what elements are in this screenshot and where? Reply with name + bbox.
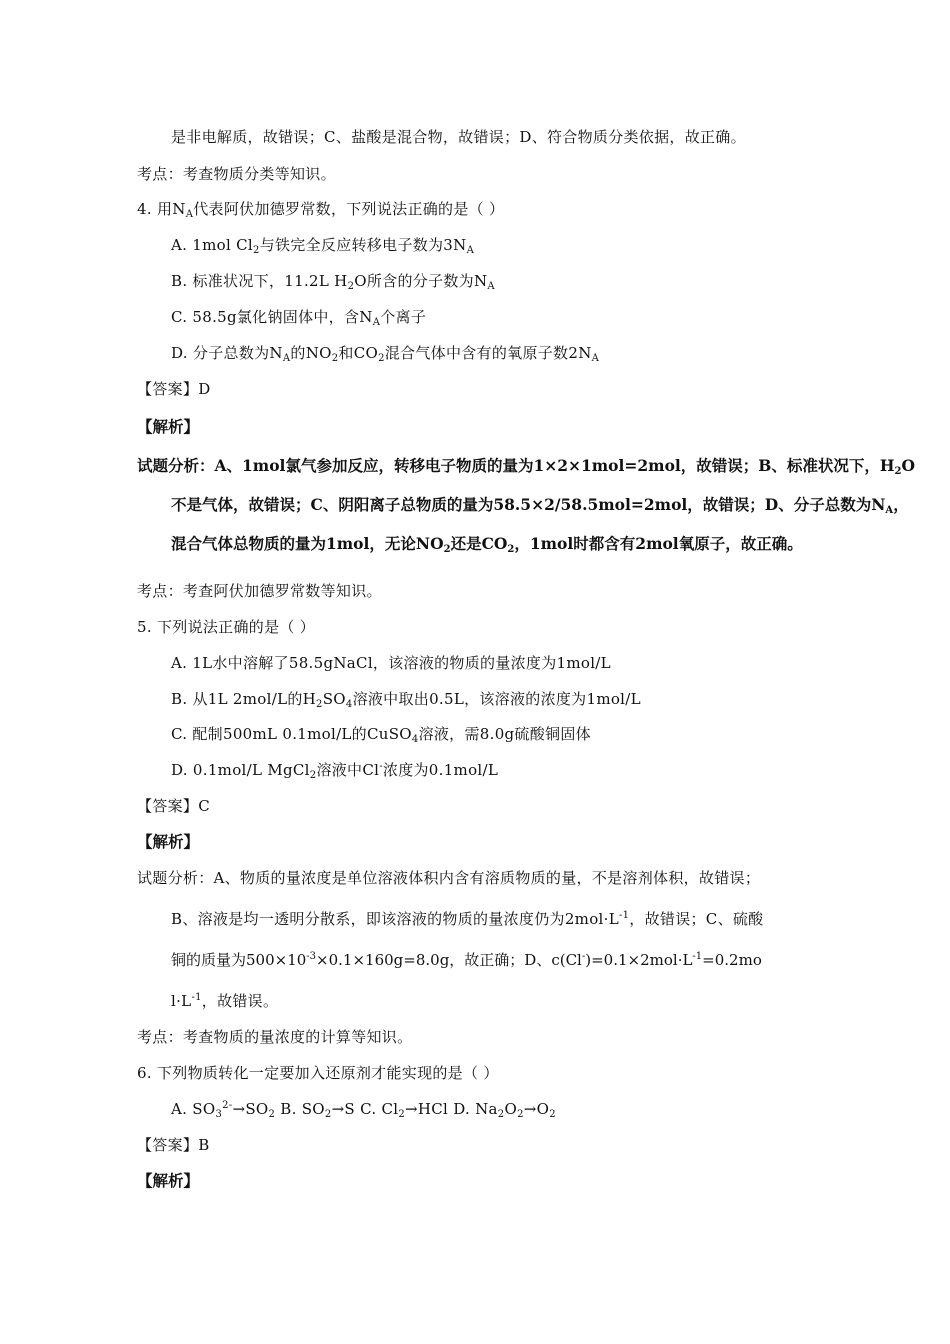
question-4-topic: 考点：考查阿伏加德罗常数等知识。: [137, 582, 382, 600]
question-4-analysis-line-3: 混合气体总物质的量为1mol，无论$NO_2$还是$CO_2$，1mol时都含有2mol氧原子，故正确。: [171, 534, 803, 555]
question-6-options: A. $SO_3^{2-}\to SO_2$ B. $SO_2\to S$ C. $Cl_2\to HCl$ D. $Na_2O_2\to O_2$: [171, 1100, 556, 1120]
question-5-analysis-line-3: 铜的质量为$500\times 10^{-3}\times 0.1\times 160g=8.0g$，故正确；D、$c(Cl^-)=0.1\times 2mol\cdot L^{-1}=0.2mo$: [171, 951, 762, 969]
question-5-answer: 【答案】C: [137, 797, 210, 815]
question-4-option-b: B. 标准状况下，11.2L $H_2O$所含的分子数为$N_A$: [171, 272, 495, 292]
text-line-1: 是非电解质，故错误；C、盐酸是混合物，故错误；D、符合物质分类依据，故正确。: [171, 128, 746, 146]
question-5-option-a: A. 1L水中溶解了58.5gNaCl，该溶液的物质的量浓度为1mol/L: [171, 654, 611, 672]
question-4-option-d: D. 分子总数为$N_A$的$NO_2$和$CO_2$混合气体中含有的氧原子数$2N_A$: [171, 344, 600, 364]
question-5-analysis-line-1: 试题分析：A、物质的量浓度是单位溶液体积内含有溶质物质的量，不是溶剂体积，故错误；: [137, 869, 761, 887]
question-5-option-c: C. 配制500mL 0.1mol/L的CuSO$_4$溶液，需8.0g硫酸铜固体: [171, 725, 591, 745]
question-6-stem: 6. 下列物质转化一定要加入还原剂才能实现的是（ ）: [137, 1064, 499, 1082]
question-6-answer: 【答案】B: [137, 1136, 210, 1154]
question-5-analysis-line-4: $l\cdot L^{-1}$，故错误。: [171, 992, 279, 1010]
question-5-analysis-heading: 【解析】: [137, 832, 200, 851]
question-5-stem: 5. 下列说法正确的是（ ）: [137, 618, 316, 636]
question-5-analysis-line-2: B、溶液是均一透明分散系，即该溶液的物质的量浓度仍为$2mol\cdot L^{-1}$，故错误；C、硫酸: [171, 910, 764, 928]
question-5-option-d: D. 0.1mol/L MgCl$_2$溶液中Cl-浓度为0.1mol/L: [171, 761, 499, 781]
text-line-2: 考点：考查物质分类等知识。: [137, 165, 336, 183]
question-4-stem: 4. 用$N_A$代表阿伏加德罗常数，下列说法正确的是（ ）: [137, 200, 505, 220]
question-4-analysis-heading: 【解析】: [137, 417, 200, 436]
question-4-option-c: C. 58.5g氯化钠固体中，含$N_A$个离子: [171, 308, 427, 328]
question-4-analysis-line-1: 试题分析：A、1mol氯气参加反应，转移电子物质的量为1×2×1mol=2mol，故错误；B、标准状况下，$H_2O$: [137, 456, 916, 477]
question-5-topic: 考点：考查物质的量浓度的计算等知识。: [137, 1028, 413, 1046]
question-4-analysis-line-2: 不是气体，故错误；C、阴阳离子总物质的量为58.5×2/58.5mol=2mol，故错误；D、分子总数为$N_A$，: [171, 495, 909, 516]
question-6-analysis-heading: 【解析】: [137, 1171, 200, 1190]
question-4-answer: 【答案】D: [137, 380, 211, 398]
question-5-option-b: B. 从1L 2mol/L的$H_2SO_4$溶液中取出0.5L，该溶液的浓度为1mol/L: [171, 690, 641, 710]
question-4-option-a: A. 1mol $Cl_2$与铁完全反应转移电子数为$3N_A$: [171, 236, 475, 256]
